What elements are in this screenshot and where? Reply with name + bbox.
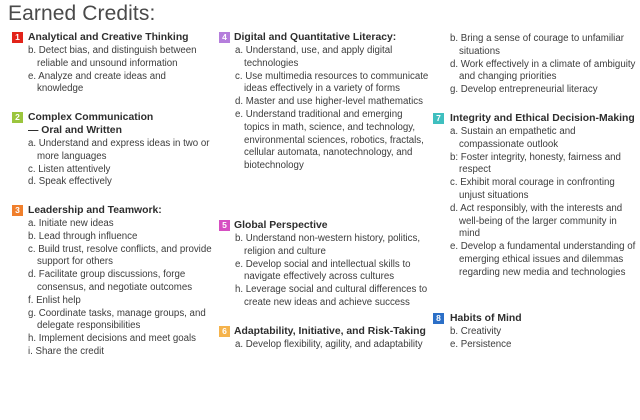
credit-section-7 <box>430 112 640 280</box>
credit-section-1 <box>0 31 213 96</box>
list-item: e. Understand traditional and emerging topics in math, science, and technology, environmental sciences, robotics, fractals, cellular automata, nanotechnology, and biotechnology <box>235 108 424 172</box>
section-title: Leadership and Teamwork: <box>28 205 162 216</box>
section-item-list <box>430 33 640 97</box>
credit-section-5 <box>213 219 430 310</box>
credit-section-3 <box>0 204 213 359</box>
list-item: c. Exhibit moral courage in confronting unjust situations <box>450 177 615 201</box>
section-heading <box>213 31 430 44</box>
list-item: b. Detect bias, and distinguish between reliable and unsound information <box>28 45 197 69</box>
list-item: d. Master and use higher-level mathematics <box>235 96 423 108</box>
list-item: e. Develop social and intellectual skills to navigate effectively across cultures <box>235 258 411 283</box>
section-item-list <box>0 45 213 96</box>
list-item: a. Understand and express ideas in two or more languages <box>28 138 210 162</box>
list-item: d. Speak effectively <box>28 176 112 188</box>
credit-section-2 <box>0 111 213 189</box>
section-item-list <box>0 218 213 359</box>
section-number-badge: 2 <box>12 112 23 123</box>
list-item: d. Work effectively in a climate of ambiguity and changing priorities <box>450 58 636 83</box>
list-item: b. Understand non-western history, politics, religion and culture <box>235 233 421 257</box>
list-item: b. Lead through influence <box>28 230 138 242</box>
section-item-list <box>213 233 430 310</box>
section-number-badge: 1 <box>12 32 23 43</box>
section-title: Adaptability, Initiative, and Risk-Taking <box>234 326 426 337</box>
list-item: b. Creativity <box>450 326 502 337</box>
section-title: Integrity and Ethical Decision-Making <box>450 113 635 124</box>
section-title: Global Perspective <box>234 220 328 231</box>
section-item-list <box>213 45 430 173</box>
credit-section-6-continued <box>430 32 640 97</box>
list-item: a. Sustain an empathetic and compassionate outlook <box>450 126 576 150</box>
list-item: h. Implement decisions and meet goals <box>28 333 197 345</box>
page-title: Earned Credits: <box>8 2 156 25</box>
list-item: b: Foster integrity, honesty, fairness and respect <box>450 151 621 176</box>
list-item: d. Facilitate group discussions, forge consensus, and negotiate outcomes <box>28 269 193 293</box>
column-middle <box>213 0 430 420</box>
list-item: g. Coordinate tasks, manage groups, and delegate responsibilities <box>28 307 206 332</box>
section-number-badge: 7 <box>433 113 444 124</box>
list-item: g. Develop entrepreneurial literacy <box>450 84 598 96</box>
list-item: h. Leverage social and cultural differences to create new ideas and achieve success <box>235 284 428 308</box>
list-item: c. Build trust, resolve conflicts, and provide support for others <box>28 243 212 268</box>
section-number-badge: 8 <box>433 313 444 324</box>
column-left <box>0 0 213 420</box>
section-heading <box>430 112 640 125</box>
section-item-list <box>430 326 640 352</box>
section-heading <box>213 219 430 232</box>
section-heading <box>0 31 213 44</box>
list-item: d. Act responsibly, with the interests and well-being of the larger community in mind <box>450 202 623 240</box>
list-item: e. Persistence <box>450 338 512 350</box>
section-number-badge: 6 <box>219 326 230 337</box>
list-item: c. Listen attentively <box>28 163 111 175</box>
list-item: c. Use multimedia resources to communicate ideas effectively in a variety of forms <box>235 70 429 95</box>
section-item-list <box>213 339 430 352</box>
list-item: a. Understand, use, and apply digital technologies <box>235 45 393 69</box>
section-item-list <box>430 126 640 280</box>
list-item: i. Share the credit <box>28 345 104 357</box>
section-heading <box>0 204 213 217</box>
section-title: Digital and Quantitative Literacy: <box>234 32 397 43</box>
section-heading <box>213 325 430 338</box>
section-title: Complex Communication— Oral and Written <box>28 112 154 136</box>
list-item: e. Develop a fundamental understanding of emerging ethical issues and dilemmas regarding new media and technologies <box>450 241 636 278</box>
list-item: a. Initiate new ideas <box>28 218 114 229</box>
section-title: Analytical and Creative Thinking <box>28 32 189 43</box>
section-number-badge: 3 <box>12 205 23 216</box>
section-number-badge: 4 <box>219 32 230 43</box>
list-item: a. Develop flexibility, agility, and adaptability <box>235 339 423 350</box>
column-right <box>430 0 640 420</box>
section-item-list <box>0 138 213 189</box>
section-title: Habits of Mind <box>450 313 522 324</box>
credit-section-6 <box>213 325 430 352</box>
section-number-badge: 5 <box>219 220 230 231</box>
list-item: b. Bring a sense of courage to unfamiliar situations <box>450 33 624 57</box>
list-item: f. Enlist help <box>28 294 81 306</box>
credit-section-4 <box>213 31 430 173</box>
credit-section-8 <box>430 312 640 352</box>
list-item: e. Analyze and create ideas and knowledge <box>28 70 166 95</box>
section-heading <box>430 312 640 325</box>
section-heading <box>0 111 160 137</box>
